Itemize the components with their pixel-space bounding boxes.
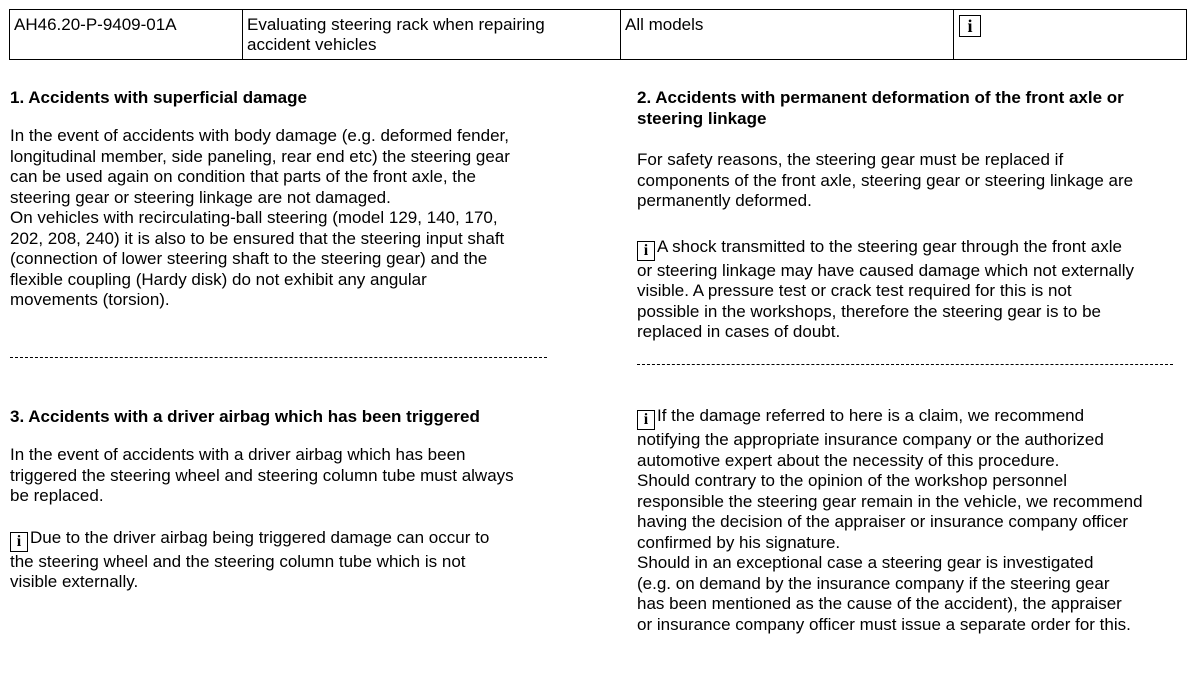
section-2-body: For safety reasons, the steering gear must be replaced if components of the front axle, steering gear or steering linkage are permanently deformed. <box>637 150 1134 210</box>
doc-title-line2: accident vehicles <box>247 35 377 54</box>
section-3-body: In the event of accidents with a driver airbag which has been triggered the steering wheel and steering column tube must always be replaced. <box>10 445 514 505</box>
section-2 <box>637 87 1192 343</box>
section-4 <box>637 406 1192 635</box>
section-2-heading-line2: steering linkage <box>637 109 767 128</box>
section-3-note <box>10 528 570 593</box>
section-1-heading: 1. Accidents with superficial damage <box>10 88 307 107</box>
info-icon[interactable]: i <box>959 15 981 37</box>
section-3 <box>10 406 570 593</box>
models-label: All models <box>625 15 704 34</box>
section-2-heading-line1: 2. Accidents with permanent deformation of the front axle or <box>637 88 1124 107</box>
doc-id-cell <box>10 10 243 59</box>
section-2-note <box>637 237 1192 343</box>
section-1 <box>10 87 570 311</box>
section-2-note-text: A shock transmitted to the steering gear through the front axle or steering linkage may have caused damage which not externally visible. A pressure test or crack test required for this is not possible in the workshops, therefore the steering gear is to be replaced in cases of doubt. <box>637 236 1135 341</box>
section-1-body: In the event of accidents with body damage (e.g. deformed fender, longitudinal member, side paneling, rear end etc) the steering gear can be used again on condition that parts of the front axle, the steering gear or steering linkage are not damaged. On vehicles with recirculating-ball steering (model 129, 140, 170, 202, 208, 240) it is also to be ensured that the steering input shaft (connection of lower steering shaft to the steering gear) and the flexible coupling (Hardy disk) do not exhibit any angular movements (torsion). <box>10 126 510 309</box>
info-cell <box>954 10 1186 59</box>
divider-right <box>637 364 1173 365</box>
info-icon: i <box>637 410 655 430</box>
doc-id: AH46.20-P-9409-01A <box>14 15 177 34</box>
info-icon: i <box>10 532 28 552</box>
section-3-heading: 3. Accidents with a driver airbag which has been triggered <box>10 407 480 426</box>
doc-title-line1: Evaluating steering rack when repairing <box>247 15 545 34</box>
divider-left <box>10 357 547 358</box>
section-3-note-text: Due to the driver airbag being triggered damage can occur to the steering wheel and the steering column tube which is not visible externally. <box>10 527 490 591</box>
models-cell <box>621 10 954 59</box>
info-icon: i <box>637 241 655 261</box>
title-cell <box>243 10 621 59</box>
document-header-table <box>9 9 1187 60</box>
section-4-note-text: If the damage referred to here is a claim, we recommend notifying the appropriate insurance company or the authorized automotive expert about the necessity of this procedure. Should contrary to the opinion of the workshop personnel responsible the steering gear remain in the vehicle, we recommend having the decision of the appraiser or insurance company officer confirmed by his signature. Should in an exceptional case a steering gear is investigated (e.g. on demand by the insurance company if the steering gear has been mentioned as the cause of the accident), the appraiser or insurance company officer must issue a separate order for this. <box>637 406 1143 634</box>
